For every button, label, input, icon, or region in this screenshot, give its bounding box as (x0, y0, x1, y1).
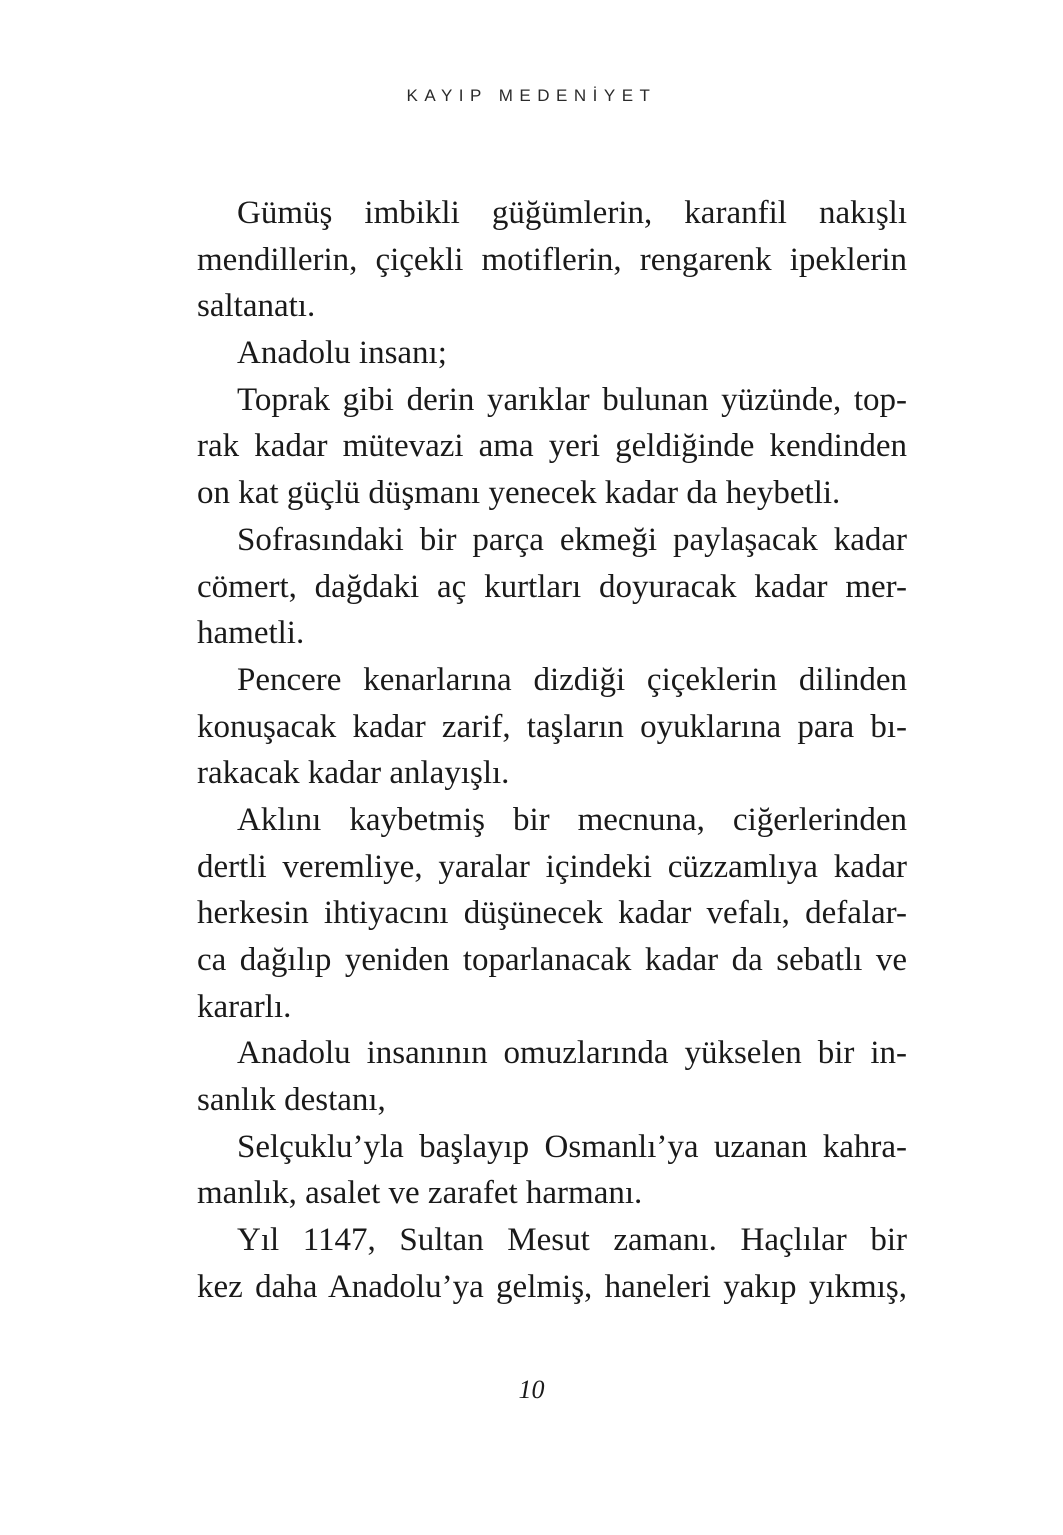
text-line: Gümüş imbikli güğümlerin, karanfil nakışlı (237, 195, 907, 231)
text-line: Sofrasındaki bir parça ekmeği paylaşacak kadar (237, 521, 907, 558)
text-line: ca dağılıp yeniden toparlanacak kadar da sebatlı ve (197, 942, 907, 978)
text-line: mendillerin, çiçekli motiflerin, rengarenk ipeklerin (197, 241, 907, 278)
text-line: Pencere kenarlarına dizdiği çiçeklerin dilinden (237, 661, 907, 698)
text-line: dertli veremliye, yaralar içindeki cüzzamlıya kadar (197, 848, 907, 885)
text-line: on kat güçlü düşmanı yenecek kadar da heybetli. (197, 475, 841, 512)
text-line: Anadolu insanı; (237, 335, 447, 372)
text-line: rak kadar mütevazi ama yeri geldiğinde kendinden (197, 428, 907, 465)
running-head: KAYIP MEDENİYET (406, 86, 657, 105)
text-line: saltanatı. (197, 288, 316, 325)
text-line: Aklını kaybetmiş bir mecnuna, ciğerlerinden (237, 801, 907, 838)
text-line: cömert, dağdaki aç kurtları doyuracak kadar mer- (197, 568, 907, 605)
text-line: Yıl 1147, Sultan Mesut zamanı. Haçlılar bir (237, 1222, 907, 1259)
text-line: manlık, asalet ve zarafet harmanı. (197, 1175, 643, 1212)
text-line: Selçuklu’yla başlayıp Osmanlı’ya uzanan kahra- (237, 1128, 907, 1165)
text-line: herkesin ihtiyacını düşünecek kadar vefalı, defalar- (197, 895, 907, 932)
text-line: kez daha Anadolu’ya gelmiş, haneleri yakıp yıkmış, (197, 1268, 907, 1305)
body-text (197, 190, 907, 1311)
text-line: Toprak gibi derin yarıklar bulunan yüzünde, top- (237, 381, 907, 418)
page-number: 10 (518, 1375, 545, 1404)
text-line: hametli. (197, 615, 305, 652)
text-line: sanlık destanı, (197, 1082, 386, 1119)
text-line: Anadolu insanının omuzlarında yükselen bir in- (237, 1035, 907, 1072)
text-line: konuşacak kadar zarif, taşların oyuklarına para bı- (197, 708, 907, 745)
text-line: kararlı. (197, 988, 292, 1025)
text-line: rakacak kadar anlayışlı. (197, 755, 510, 792)
